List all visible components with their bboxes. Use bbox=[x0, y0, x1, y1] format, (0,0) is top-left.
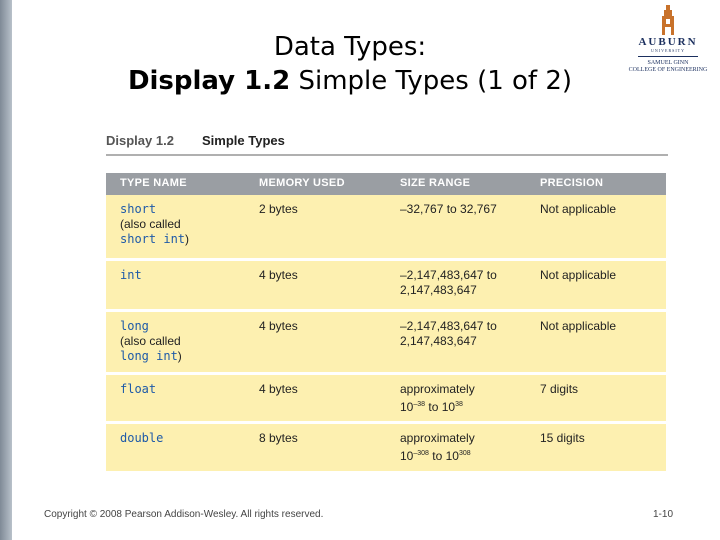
header-precision: PRECISION bbox=[540, 177, 604, 189]
type-alias bbox=[120, 232, 189, 247]
range-line1: –32,767 to 32,767 bbox=[400, 202, 497, 216]
type-alias-tail: ) bbox=[177, 349, 182, 363]
logo-college-line2: COLLEGE OF ENGINEERING bbox=[628, 67, 708, 73]
range-exp-high: 308 bbox=[458, 450, 471, 457]
title-display-number: Display 1.2 bbox=[127, 66, 291, 96]
type-alias-code: short int bbox=[120, 232, 186, 246]
precision-cell: 15 digits bbox=[540, 431, 585, 445]
type-name: short bbox=[120, 202, 157, 216]
range-line1: approximately bbox=[400, 431, 475, 445]
type-name: long bbox=[120, 319, 149, 333]
type-cell bbox=[120, 319, 182, 364]
range-line1: –2,147,483,647 to bbox=[400, 268, 497, 282]
type-name: int bbox=[120, 268, 142, 282]
display-header bbox=[106, 130, 668, 156]
range-exp-low: –38 bbox=[413, 401, 426, 408]
type-cell bbox=[120, 382, 156, 397]
table-row bbox=[106, 261, 666, 309]
type-alias-note: (also called bbox=[120, 217, 181, 231]
logo-college-line1: SAMUEL GINN bbox=[647, 60, 689, 66]
slide-title bbox=[100, 30, 600, 98]
display-name: Simple Types bbox=[202, 133, 285, 148]
logo-name: AUBURN bbox=[638, 36, 698, 48]
logo-divider bbox=[638, 56, 698, 57]
memory-cell: 2 bytes bbox=[259, 202, 298, 216]
type-alias-tail: ) bbox=[185, 232, 190, 246]
precision-cell: Not applicable bbox=[540, 202, 617, 216]
range-to: to 10 bbox=[428, 449, 459, 463]
precision-cell: Not applicable bbox=[540, 268, 617, 282]
range-line1: –2,147,483,647 to bbox=[400, 319, 497, 333]
page-number: 1-10 bbox=[653, 509, 674, 520]
range-cell bbox=[400, 202, 497, 217]
logo-university: UNIVERSITY bbox=[651, 48, 685, 53]
title-line2 bbox=[100, 64, 600, 98]
type-name: float bbox=[120, 382, 157, 396]
range-line2 bbox=[400, 397, 475, 415]
table-row bbox=[106, 195, 666, 258]
memory-cell: 8 bytes bbox=[259, 431, 298, 445]
range-line1: approximately bbox=[400, 382, 475, 396]
range-cell bbox=[400, 431, 475, 464]
range-cell bbox=[400, 319, 497, 349]
table-row bbox=[106, 375, 666, 421]
type-alias bbox=[120, 349, 182, 364]
memory-cell: 4 bytes bbox=[259, 319, 298, 333]
header-memory-used: MEMORY USED bbox=[259, 177, 345, 189]
range-line2: 2,147,483,647 bbox=[400, 334, 477, 348]
range-line2: 2,147,483,647 bbox=[400, 283, 477, 297]
memory-cell: 4 bytes bbox=[259, 382, 298, 396]
range-base: 10 bbox=[400, 400, 414, 414]
table-row bbox=[106, 424, 666, 471]
range-to: to 10 bbox=[425, 400, 456, 414]
display-number: Display 1.2 bbox=[106, 133, 174, 148]
table-row bbox=[106, 312, 666, 372]
type-cell bbox=[120, 268, 142, 283]
range-cell bbox=[400, 268, 497, 298]
auburn-logo bbox=[618, 5, 718, 85]
type-alias-code: long int bbox=[120, 349, 178, 363]
range-line2 bbox=[400, 446, 475, 464]
type-name: double bbox=[120, 431, 164, 445]
type-cell bbox=[120, 431, 163, 446]
simple-types-table bbox=[106, 173, 666, 463]
range-cell bbox=[400, 382, 475, 415]
title-display-name: Simple Types (1 of 2) bbox=[290, 66, 573, 96]
slide-left-bar bbox=[0, 0, 12, 540]
range-exp-low: –308 bbox=[413, 450, 429, 457]
range-base: 10 bbox=[400, 449, 414, 463]
range-exp-high: 38 bbox=[455, 401, 463, 408]
table-header bbox=[106, 173, 666, 195]
copyright-footer: Copyright © 2008 Pearson Addison-Wesley. All rights reserved. bbox=[44, 509, 324, 520]
tower-icon bbox=[658, 5, 678, 35]
type-alias-note: (also called bbox=[120, 334, 181, 348]
type-cell bbox=[120, 202, 189, 247]
header-type-name: TYPE NAME bbox=[120, 177, 187, 189]
title-line1: Data Types: bbox=[273, 32, 427, 62]
precision-cell: 7 digits bbox=[540, 382, 579, 396]
precision-cell: Not applicable bbox=[540, 319, 617, 333]
memory-cell: 4 bytes bbox=[259, 268, 298, 282]
header-size-range: SIZE RANGE bbox=[400, 177, 471, 189]
